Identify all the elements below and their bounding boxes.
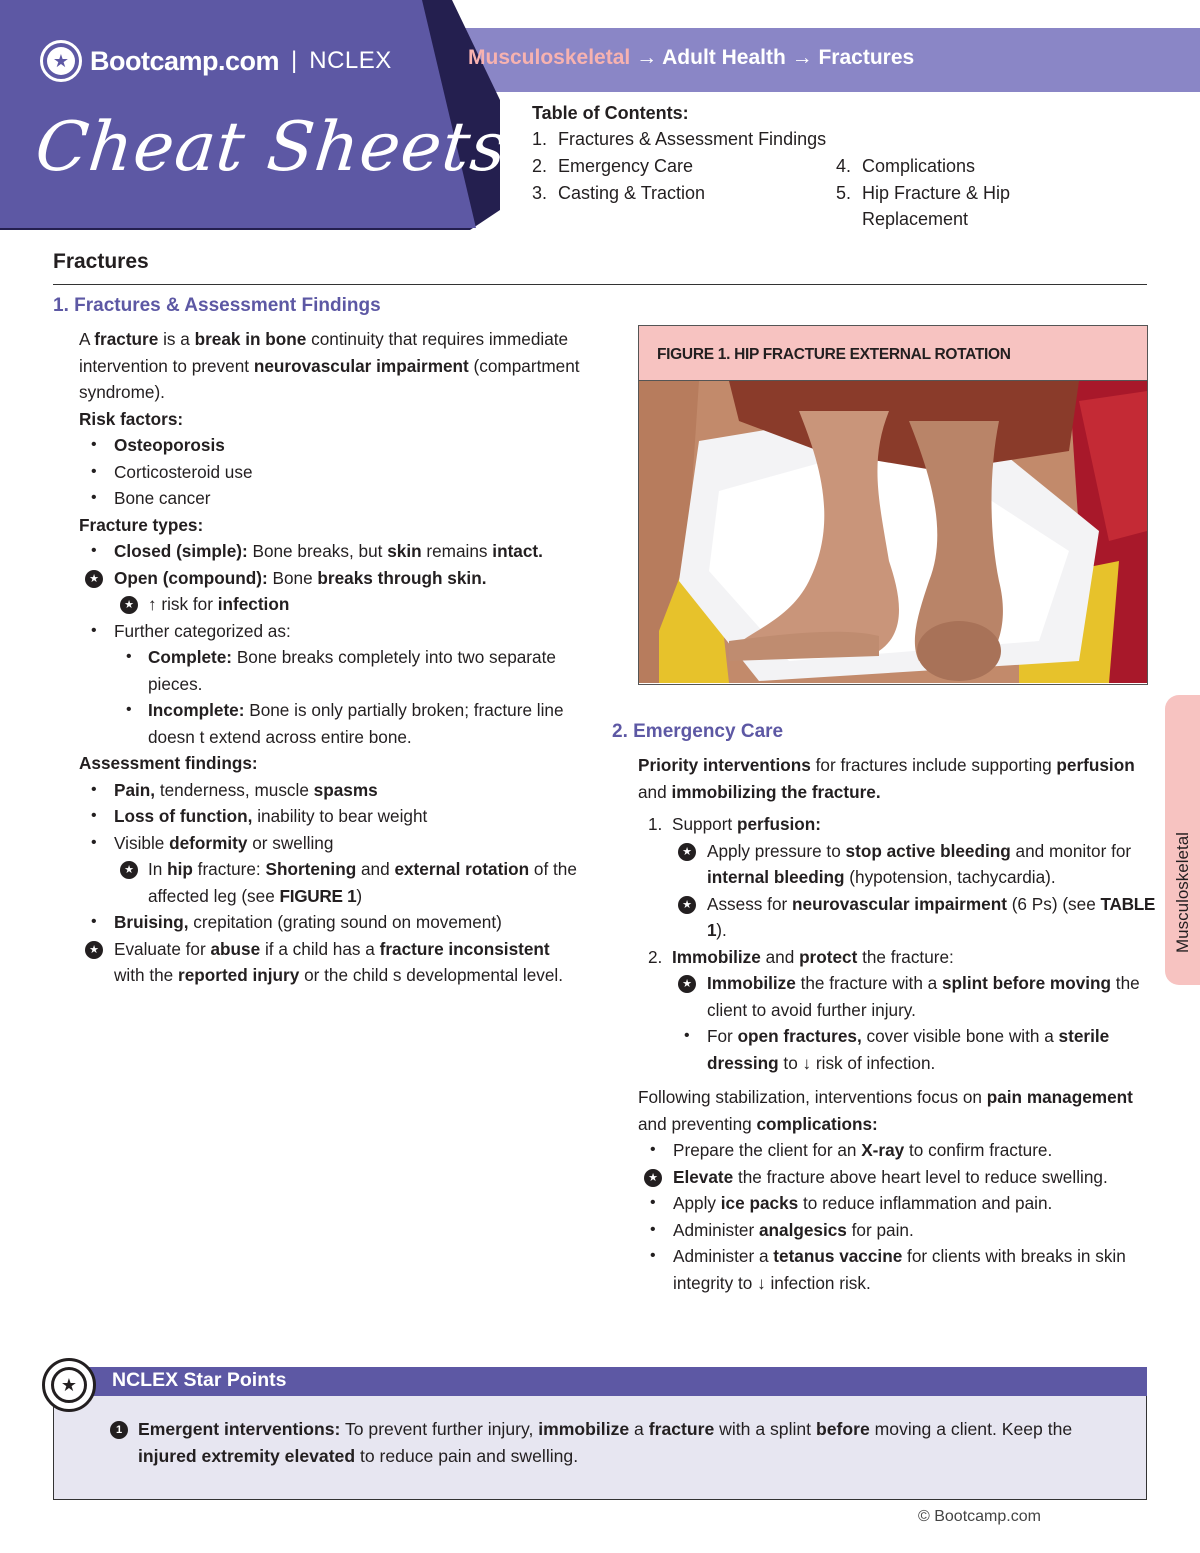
section1-body bbox=[79, 326, 584, 989]
star-icon: ★ bbox=[644, 1169, 662, 1187]
toc-item[interactable]: 3. Casting & Traction bbox=[532, 183, 706, 203]
section2-body bbox=[638, 752, 1158, 1296]
fracture-types-label: Fracture types: bbox=[79, 514, 204, 535]
list-item: ★ Immobilize the fracture with a splint before moving the client to avoid further injury. bbox=[672, 970, 1158, 1023]
star-point-item: 1 Emergent interventions: To prevent further injury, immobilize a fracture with a splint before moving a client. Keep the injured extremity elevated to reduce pain and swelling. bbox=[138, 1416, 1098, 1470]
breadcrumb-adult-health[interactable]: Adult Health bbox=[662, 46, 786, 69]
breadcrumb-musculoskeletal[interactable]: Musculoskeletal bbox=[468, 46, 631, 69]
risk-factors-list bbox=[79, 432, 584, 512]
star-icon: ★ bbox=[85, 941, 103, 959]
emergency-intro: Priority interventions for fractures include supporting perfusion and immobilizing the fracture. bbox=[638, 755, 1135, 802]
brand-logo[interactable] bbox=[40, 40, 392, 82]
list-item: ★ Elevate the fracture above heart level to reduce swelling. bbox=[638, 1164, 1158, 1191]
table-reference[interactable]: TABLE 1 bbox=[707, 893, 1156, 940]
list-item: • Osteoporosis bbox=[79, 432, 584, 459]
page-title: Fractures bbox=[53, 250, 149, 273]
list-item: • Visible deformity or swelling ★ In hip fracture: Shortening and external rotation of the affected leg (see FIGURE 1) bbox=[79, 830, 584, 910]
brand-name: Bootcamp.com bbox=[90, 45, 280, 76]
list-item: • Complete: Bone breaks completely into two separate pieces. bbox=[114, 644, 584, 697]
brand-separator: | bbox=[291, 47, 298, 74]
fracture-definition: A fracture is a break in bone continuity that requires immediate intervention to prevent neurovascular impairment (compartment syndrome). bbox=[79, 329, 580, 402]
list-item: • Loss of function, inability to bear weight bbox=[79, 803, 584, 830]
down-arrow-icon: ↓ bbox=[802, 1052, 812, 1073]
photo-illustration bbox=[639, 381, 1147, 683]
list-item: ★ Assess for neurovascular impairment (6 Ps) (see TABLE 1). bbox=[672, 891, 1158, 944]
toc-title: Table of Contents: bbox=[532, 103, 689, 123]
list-item: ★ Evaluate for abuse if a child has a fracture inconsistent with the reported injury or the child s developmental level. bbox=[79, 936, 584, 989]
section-title-emergency-care: 2. Emergency Care bbox=[612, 721, 784, 742]
hip-fracture-photo bbox=[639, 381, 1147, 683]
star-icon: ★ bbox=[120, 596, 138, 614]
breadcrumb bbox=[468, 46, 914, 70]
star-icon: ★ bbox=[85, 570, 103, 588]
list-item: • Pain, tenderness, muscle spasms bbox=[79, 777, 584, 804]
star-icon: ★ bbox=[120, 861, 138, 879]
risk-factors-label: Risk factors: bbox=[79, 408, 184, 429]
breadcrumb-fractures[interactable]: Fractures bbox=[818, 46, 915, 69]
list-item: • Administer a tetanus vaccine for clients with breaks in skin integrity to ↓ infection risk. bbox=[638, 1243, 1158, 1296]
toc-item[interactable]: 5. Hip Fracture & Hip Replacement bbox=[836, 183, 1011, 229]
figure-caption: FIGURE 1. HIP FRACTURE EXTERNAL ROTATION bbox=[639, 326, 1147, 381]
list-item: ★ Open (compound): Bone breaks through skin. ★ ↑ risk for infection bbox=[79, 565, 584, 618]
list-item: 2. Immobilize and protect the fracture: ★ Immobilize the fracture with a splint before moving the client to avoid further injury. • For open fractures, cover visible bone with a sterile dressing to ↓ risk of infection. bbox=[638, 944, 1158, 1077]
cheat-sheets-title: Cheat Sheets bbox=[31, 108, 511, 187]
star-icon: ★ bbox=[678, 896, 696, 914]
toc-item[interactable]: 1. Fractures & Assessment Findings bbox=[532, 129, 827, 149]
down-arrow-icon: ↓ bbox=[757, 1272, 766, 1293]
list-item: • Incomplete: Bone is only partially broken; fracture line doesn t extend across entire bone. bbox=[114, 697, 584, 750]
list-item: • Administer analgesics for pain. bbox=[638, 1217, 1158, 1244]
toc-item[interactable]: 4. Complications bbox=[836, 156, 976, 176]
following-stabilization: Following stabilization, interventions focus on pain management and preventing complications: bbox=[638, 1087, 1133, 1134]
side-tab-label: Musculoskeletal bbox=[1173, 832, 1192, 953]
figure-reference[interactable]: FIGURE 1 bbox=[279, 885, 357, 906]
product-name: NCLEX bbox=[309, 47, 392, 74]
list-item: • Prepare the client for an X-ray to confirm fracture. bbox=[638, 1137, 1158, 1164]
list-item: ★ Apply pressure to stop active bleeding and monitor for internal bleeding (hypotension, tachycardia). bbox=[672, 838, 1158, 891]
priority-steps bbox=[638, 811, 1158, 1076]
star-badge-icon: ★ bbox=[40, 40, 82, 82]
section-title-assessment: 1. Fractures & Assessment Findings bbox=[53, 295, 381, 316]
star-icon: ★ bbox=[678, 975, 696, 993]
figure-hip-fracture bbox=[638, 325, 1148, 685]
list-item: ★ In hip fracture: Shortening and external rotation of the affected leg (see FIGURE 1) bbox=[114, 856, 584, 909]
list-item: 1. Support perfusion: ★ Apply pressure to stop active bleeding and monitor for internal bleeding (hypotension, tachycardia). ★ Assess for neurovascular impairment (6 Ps) (see TABLE 1). bbox=[638, 811, 1158, 944]
side-tab-musculoskeletal[interactable] bbox=[1165, 695, 1200, 985]
breadcrumb-arrow: → bbox=[630, 46, 663, 69]
breadcrumb-arrow: → bbox=[785, 46, 819, 69]
list-item: • Apply ice packs to reduce inflammation and pain. bbox=[638, 1190, 1158, 1217]
number-badge-icon: 1 bbox=[110, 1421, 128, 1439]
star-badge-icon: ★ bbox=[42, 1358, 96, 1412]
up-arrow-icon: ↑ bbox=[148, 594, 157, 614]
title-divider bbox=[53, 284, 1147, 285]
list-item: • Bruising, crepitation (grating sound on movement) bbox=[79, 909, 584, 936]
fracture-types-list bbox=[79, 538, 584, 750]
list-item: • Bone cancer bbox=[79, 485, 584, 512]
table-of-contents bbox=[532, 100, 1092, 233]
star-icon: ★ bbox=[678, 843, 696, 861]
star-points-title: NCLEX Star Points bbox=[112, 1369, 287, 1391]
toc-item[interactable]: 2. Emergency Care bbox=[532, 156, 694, 176]
stabilization-list bbox=[638, 1137, 1158, 1296]
list-item: • For open fractures, cover visible bone with a sterile dressing to ↓ risk of infection. bbox=[672, 1023, 1158, 1076]
list-item: • Further categorized as: • Complete: Bone breaks completely into two separate pieces. • Incomplete: Bone is only partially broken; fracture line doesn t extend across entire bone. bbox=[79, 618, 584, 751]
list-item: ★ ↑ risk for infection bbox=[114, 591, 584, 618]
list-item: • Corticosteroid use bbox=[79, 459, 584, 486]
assessment-findings-label: Assessment findings: bbox=[79, 753, 258, 773]
list-item: • Closed (simple): Bone breaks, but skin remains intact. bbox=[79, 538, 584, 565]
assessment-findings-list bbox=[79, 777, 584, 989]
footer-copyright: © Bootcamp.com bbox=[918, 1508, 1041, 1525]
